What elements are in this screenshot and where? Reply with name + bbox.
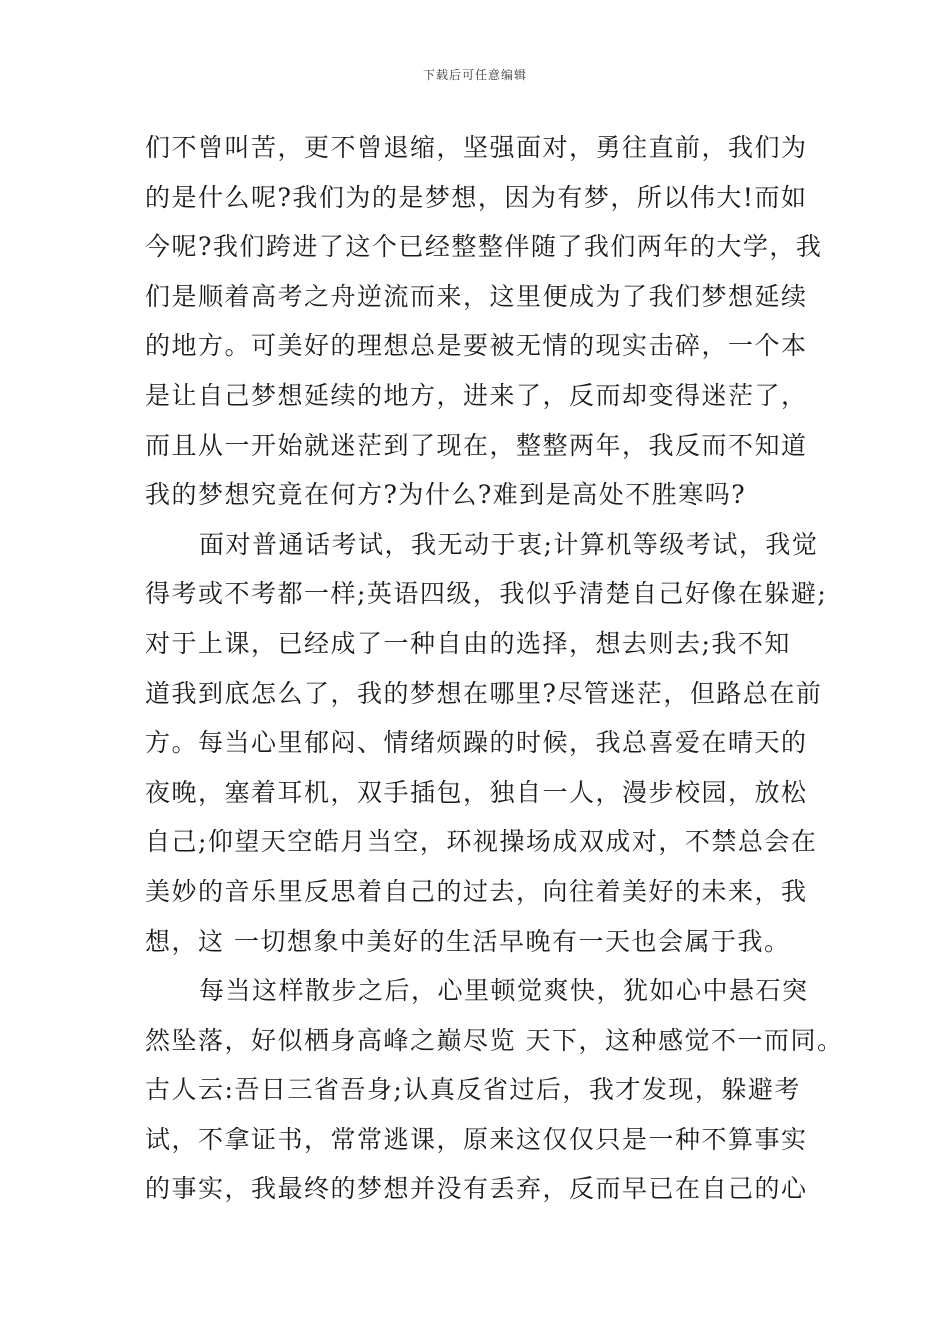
text-line: 我的梦想究竟在何方?为什么?难到是高处不胜寒吗?	[145, 480, 747, 510]
text-line: 试，不拿证书，常常逃课，原来这仅仅只是一种不算事实	[145, 1124, 808, 1154]
text-line: 而且从一开始就迷茫到了现在，整整两年，我反而不知道	[145, 430, 808, 460]
paragraph-3	[145, 966, 844, 1214]
text-line: 自己;仰望天空皓月当空，环视操场成双成对，不禁总会在	[145, 827, 818, 857]
text-line: 的事实，我最终的梦想并没有丢弃，反而早已在自己的心	[145, 1174, 808, 1204]
paragraph-2	[145, 520, 828, 966]
page-header: 下载后可任意编辑	[422, 68, 527, 82]
text-line: 得考或不考都一样;英语四级，我似乎清楚自己好像在躲避;	[145, 579, 828, 609]
text-line: 道我到底怎么了，我的梦想在哪里?尽管迷茫，但路总在前	[145, 678, 823, 708]
text-line: 夜晚，塞着耳机，双手插包，独自一人，漫步校园，放松	[145, 777, 808, 807]
text-line: 们是顺着高考之舟逆流而来，这里便成为了我们梦想延续	[145, 281, 808, 311]
text-line: 的地方。可美好的理想总是要被无情的现实击碎，一个本	[145, 331, 808, 361]
text-line: 古人云:吾日三省吾身;认真反省过后，我才发现，躲避考	[145, 1075, 801, 1105]
text-line: 想，这 一切想象中美好的生活早晚有一天也会属于我。	[145, 926, 791, 956]
text-line: 面对普通话考试，我无动于衷;计算机等级考试，我觉	[199, 529, 819, 559]
text-line: 然坠落，好似栖身高峰之巅尽览 天下，这种感觉不一而同。	[145, 1025, 844, 1055]
body-text	[145, 123, 844, 1214]
text-line: 是让自己梦想延续的地方，进来了，反而却变得迷茫了，	[145, 380, 808, 410]
text-line: 方。每当心里郁闷、情绪烦躁的时候，我总喜爱在晴天的	[145, 728, 808, 758]
paragraph-1	[145, 123, 825, 520]
text-line: 们不曾叫苦，更不曾退缩，坚强面对，勇往直前，我们为	[145, 133, 808, 162]
text-line: 的是什么呢?我们为的是梦想，因为有梦，所以伟大!而如	[145, 182, 808, 212]
text-line: 美妙的音乐里反思着自己的过去，向往着美好的未来，我	[145, 876, 808, 906]
text-line: 对于上课，已经成了一种自由的选择，想去则去;我不知	[145, 628, 791, 658]
text-line: 每当这样散步之后，心里顿觉爽快，犹如心中悬石突	[199, 976, 809, 1006]
text-line: 今呢?我们跨进了这个已经整整伴随了我们两年的大学，我	[145, 232, 823, 262]
